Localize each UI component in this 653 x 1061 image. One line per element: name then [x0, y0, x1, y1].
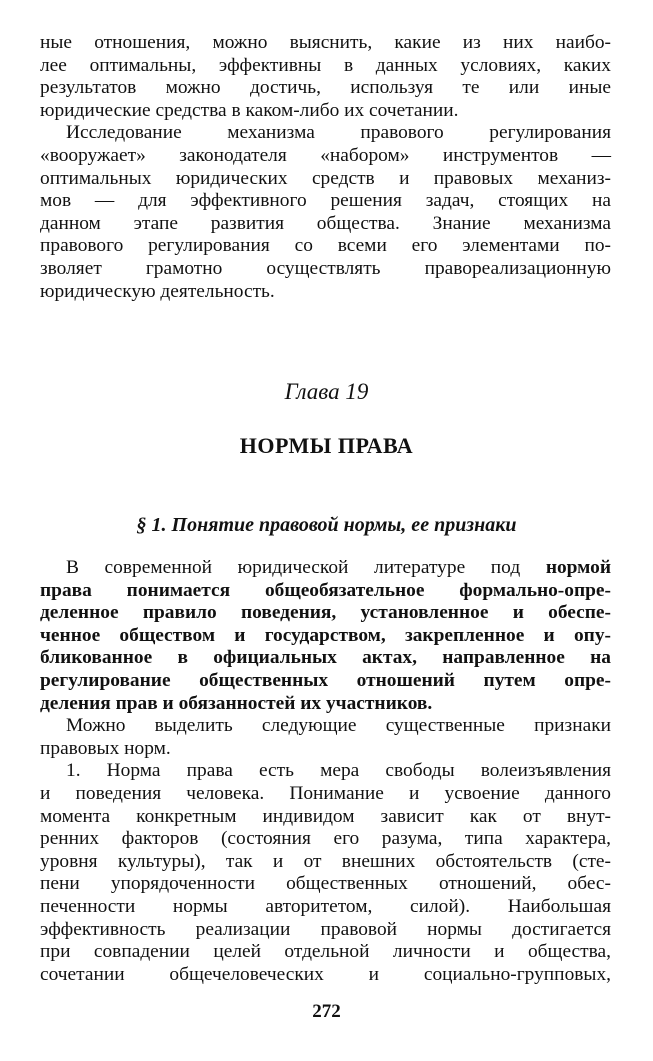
text-line: [40, 557, 611, 580]
text-line: результатов можно достичь, используя те или иные: [40, 77, 611, 99]
text-line: ченное обществом и государством, закрепленное и опу-: [40, 624, 611, 646]
paragraph-features-intro: [40, 715, 611, 760]
text-line: ренних факторов (состояния его разума, типа характера,: [40, 828, 611, 850]
text-line: и поведения человека. Понимание и усвоение данного: [40, 782, 611, 804]
paragraph-definition: [40, 557, 611, 715]
text-line: оптимальных юридических средств и правовых механиз-: [40, 167, 611, 189]
text-line: данном этапе развития общества. Знание механизма: [40, 212, 611, 234]
paragraph-continuation: [40, 32, 611, 122]
paragraph-feature-1: [40, 760, 611, 986]
text-line: эффективность реализации правовой нормы достигается: [40, 918, 611, 940]
text-line: юридические средства в каком-либо их сочетании.: [40, 99, 459, 121]
text-line: права понимается общеобязательное формально-опре-: [40, 579, 611, 601]
section-title: § 1. Понятие правовой нормы, ее признаки: [136, 514, 517, 536]
chapter-title: НОРМЫ ПРАВА: [239, 433, 414, 458]
top-text-block: [40, 32, 611, 303]
text-line: юридическую деятельность.: [40, 280, 275, 302]
chapter-label: Глава 19: [284, 379, 369, 404]
text-line: зволяет грамотно осуществлять правореализационную: [40, 257, 611, 279]
text-line: печенности нормы авторитетом, силой). Наибольшая: [40, 895, 611, 917]
text-line: 1. Норма права есть мера свободы волеизъявления: [66, 760, 611, 782]
text-line: деленное правило поведения, установленное и обеспе-: [40, 602, 611, 624]
text-run: В современной юридической литературе под: [66, 557, 546, 578]
text-line: деления прав и обязанностей их участников.: [40, 692, 433, 714]
text-line: регулирование общественных отношений путем опре-: [40, 669, 611, 691]
text-line: Можно выделить следующие существенные признаки: [66, 715, 611, 737]
paragraph-mechanism: [40, 122, 611, 303]
text-line: Исследование механизма правового регулирования: [66, 122, 611, 144]
text-line: «вооружает» законодателя «набором» инструментов —: [40, 144, 611, 166]
text-line: пени упорядоченности общественных отношений, обес-: [40, 873, 611, 895]
text-line: лее оптимальны, эффективны в данных условиях, каких: [40, 54, 611, 76]
text-line: ные отношения, можно выяснить, какие из них наибо-: [40, 32, 611, 53]
text-line: мов — для эффективного решения задач, стоящих на: [40, 190, 611, 212]
page-number: 272: [312, 1001, 341, 1022]
section-body: [40, 557, 611, 986]
text-line: момента конкретным индивидом зависит как от внут-: [40, 805, 611, 827]
text-line: правового регулирования со всеми его элементами по-: [40, 235, 611, 257]
text-line: правовых норм.: [40, 737, 171, 759]
text-line: уровня культуры), так и от внешних обстоятельств (сте-: [40, 850, 611, 872]
text-line: сочетании общечеловеческих и социально-групповых,: [40, 963, 611, 985]
text-line: при совпадении целей отдельной личности и общества,: [40, 941, 611, 963]
text-line: бликованное в официальных актах, направленное на: [40, 647, 611, 669]
term-highlight: нормой: [545, 557, 611, 578]
